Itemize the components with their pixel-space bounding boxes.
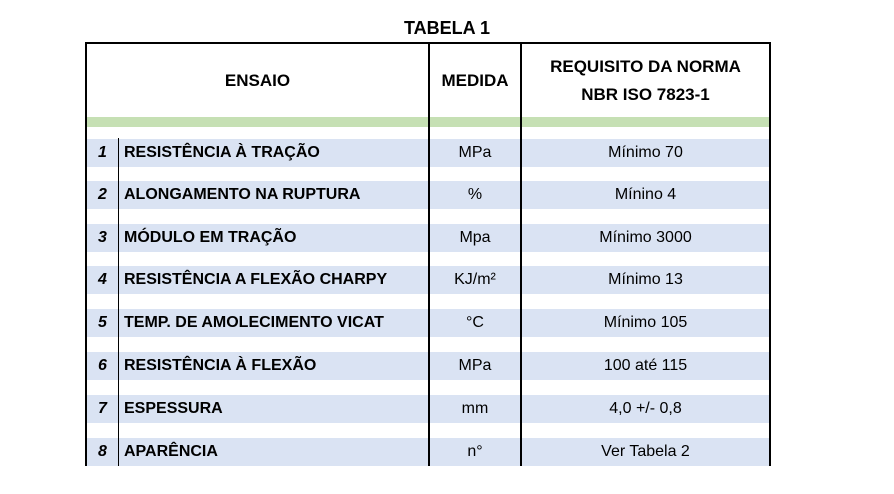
row-number: 6 xyxy=(98,357,107,374)
column-divider-requisito xyxy=(520,42,522,466)
row-requisito: 100 até 115 xyxy=(603,357,688,374)
row-number: 4 xyxy=(98,271,107,288)
row-medida: MPa xyxy=(458,357,492,374)
column-divider-medida xyxy=(428,42,430,466)
row-medida: Mpa xyxy=(459,229,491,246)
row-medida: mm xyxy=(461,400,489,417)
row-number: 8 xyxy=(98,443,107,460)
row-medida: % xyxy=(467,186,483,203)
number-column-divider xyxy=(118,138,119,466)
row-number: 3 xyxy=(98,229,107,246)
header-requisito-line2: NBR ISO 7823-1 xyxy=(581,84,710,104)
header-medida: MEDIDA xyxy=(441,70,509,90)
header-requisito-line1: REQUISITO DA NORMA xyxy=(550,56,741,76)
table-title: TABELA 1 xyxy=(403,18,490,38)
row-requisito: Mínimo 105 xyxy=(603,314,688,331)
row-ensaio: APARÊNCIA xyxy=(124,443,218,460)
row-ensaio: RESISTÊNCIA A FLEXÃO CHARPY xyxy=(124,271,388,288)
row-number: 5 xyxy=(98,314,107,331)
row-ensaio: TEMP. DE AMOLECIMENTO VICAT xyxy=(124,314,384,331)
row-ensaio: ALONGAMENTO NA RUPTURA xyxy=(124,186,361,203)
row-requisito: Mínino 4 xyxy=(614,186,677,203)
row-ensaio: RESISTÊNCIA À TRAÇÃO xyxy=(124,144,320,161)
row-requisito: Mínimo 70 xyxy=(608,144,683,161)
row-number: 7 xyxy=(98,400,107,417)
header-ensaio: ENSAIO xyxy=(224,70,291,90)
row-ensaio: ESPESSURA xyxy=(124,400,223,417)
row-medida: KJ/m² xyxy=(454,271,496,288)
row-medida: n° xyxy=(467,443,483,460)
row-requisito: Mínimo 13 xyxy=(608,271,683,288)
row-requisito: Mínimo 3000 xyxy=(599,229,692,246)
row-requisito: 4,0 +/- 0,8 xyxy=(609,400,682,417)
row-ensaio: MÓDULO EM TRAÇÃO xyxy=(124,229,297,246)
row-number: 1 xyxy=(98,144,107,161)
row-number: 2 xyxy=(98,186,107,203)
row-medida: MPa xyxy=(458,144,492,161)
row-ensaio: RESISTÊNCIA À FLEXÃO xyxy=(124,357,317,374)
row-requisito: Ver Tabela 2 xyxy=(601,443,690,460)
header-requisito xyxy=(522,44,769,117)
row-medida: °C xyxy=(466,314,484,331)
